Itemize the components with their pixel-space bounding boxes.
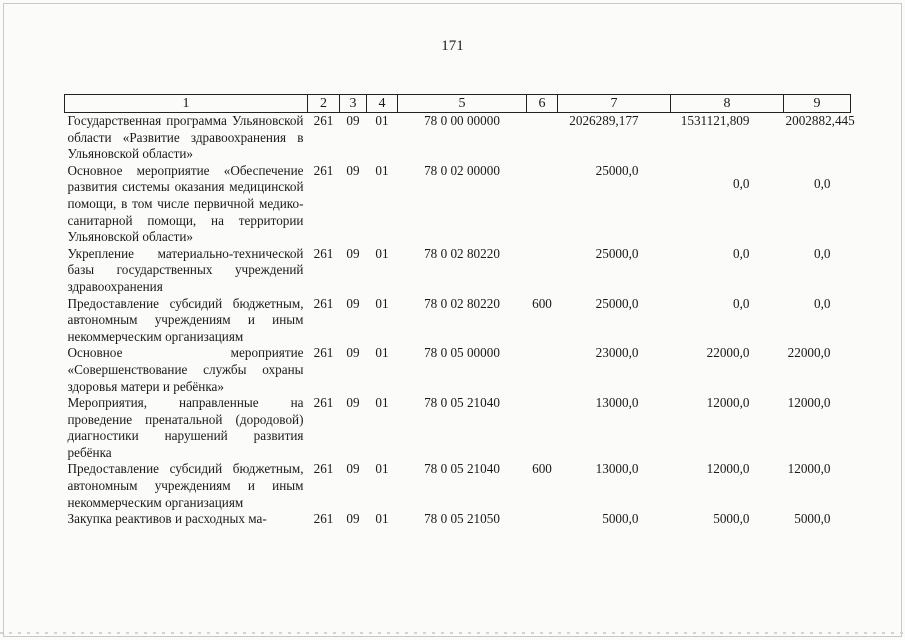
table-row [65, 246, 851, 296]
row-value-year1: 25000,0 [595, 162, 639, 178]
row-rz: 09 [346, 245, 360, 261]
row-ved: 261 [313, 245, 334, 261]
row-value-year2: 1531121,809 [680, 113, 750, 128]
row-vr [527, 345, 558, 395]
row-value-year1: 25000,0 [595, 245, 639, 261]
row-vr [527, 395, 558, 461]
row-value-year2: 0,0 [733, 295, 750, 311]
row-name: Мероприятия, направленные на проведение пренатальной (дородовой) диагностики нарушений развития ребёнка [67, 395, 304, 460]
row-value-year1: 13000,0 [595, 395, 639, 411]
row-value-year2: 12000,0 [706, 395, 750, 411]
row-value-year1: 13000,0 [595, 461, 639, 477]
row-name: Предоставление субсидий бюджетным, автономным учреждениям и иным некоммерческим организациям [67, 461, 304, 510]
row-rz: 09 [346, 162, 360, 178]
row-vr [527, 246, 558, 296]
column-header: 5 [398, 95, 527, 113]
row-value-year1: 23000,0 [595, 345, 639, 361]
column-header: 7 [558, 95, 671, 113]
row-pr: 01 [375, 295, 389, 311]
row-value-year2: 5000,0 [713, 511, 750, 527]
row-value-year3: 22000,0 [787, 345, 831, 361]
table-row [65, 113, 851, 163]
column-header: 9 [784, 95, 851, 113]
row-value-year1: 25000,0 [595, 295, 639, 311]
table-row [65, 296, 851, 346]
row-value-year3: 0,0 [814, 295, 831, 311]
row-ved: 261 [313, 461, 334, 477]
row-rz: 09 [346, 461, 360, 477]
row-ved: 261 [313, 395, 334, 411]
row-pr: 01 [375, 461, 389, 477]
row-csr: 78 0 02 80220 [424, 245, 500, 261]
row-ved: 261 [313, 113, 334, 128]
row-value-year3: 0,0 [814, 245, 831, 261]
row-value-year2: 0,0 [733, 175, 750, 191]
row-ved: 261 [313, 511, 334, 527]
row-value-year2: 22000,0 [706, 345, 750, 361]
row-csr: 78 0 02 00000 [424, 162, 500, 178]
row-pr: 01 [375, 162, 389, 178]
row-name: Основное мероприятие «Совершенствование службы охраны здоровья матери и ребёнка» [67, 345, 304, 394]
row-csr: 78 0 05 21050 [424, 511, 500, 527]
row-name: Закупка реактивов и расходных ма- [67, 511, 267, 527]
row-rz: 09 [346, 511, 360, 527]
table-header-row [65, 95, 851, 113]
row-name: Основное мероприятие «Обеспечение развития системы оказания медицинской помощи, в том числе первичной медико-санитарной помощи, на территории Ульяновской области» [67, 162, 304, 245]
row-pr: 01 [375, 113, 389, 128]
column-header: 2 [308, 95, 340, 113]
row-csr: 78 0 00 00000 [424, 113, 500, 128]
column-header: 4 [367, 95, 398, 113]
row-pr: 01 [375, 395, 389, 411]
row-pr: 01 [375, 345, 389, 361]
column-header: 1 [65, 95, 308, 113]
row-value-year3: 12000,0 [787, 461, 831, 477]
row-vr: 600 [532, 461, 552, 477]
row-vr [527, 113, 558, 163]
row-value-year2: 0,0 [733, 245, 750, 261]
row-rz: 09 [346, 113, 360, 128]
budget-table [64, 94, 855, 528]
column-header: 8 [671, 95, 784, 113]
row-vr: 600 [532, 295, 552, 311]
row-vr [527, 511, 558, 528]
row-value-year2: 12000,0 [706, 461, 750, 477]
row-name: Государственная программа Ульяновской области «Развитие здравоохранения в Ульяновской области» [67, 113, 304, 162]
row-csr: 78 0 05 21040 [424, 395, 500, 411]
row-value-year1: 5000,0 [602, 511, 639, 527]
table-row [65, 511, 851, 528]
row-csr: 78 0 05 00000 [424, 345, 500, 361]
row-pr: 01 [375, 245, 389, 261]
row-value-year3: 12000,0 [787, 395, 831, 411]
row-ved: 261 [313, 345, 334, 361]
row-value-year1: 2026289,177 [569, 113, 639, 128]
table-row [65, 163, 851, 246]
scan-edge-line [0, 632, 905, 634]
row-ved: 261 [313, 295, 334, 311]
column-header: 6 [527, 95, 558, 113]
row-pr: 01 [375, 511, 389, 527]
table-row [65, 395, 851, 461]
row-ved: 261 [313, 162, 334, 178]
page-number: 171 [441, 38, 464, 54]
row-name: Укрепление материально-технической базы государственных учреждений здравоохранения [67, 245, 304, 294]
column-header: 3 [340, 95, 367, 113]
row-value-year3: 5000,0 [794, 511, 831, 527]
row-rz: 09 [346, 345, 360, 361]
row-value-year3: 2002882,445 [785, 113, 855, 128]
row-rz: 09 [346, 395, 360, 411]
row-csr: 78 0 02 80220 [424, 295, 500, 311]
table-row [65, 461, 851, 511]
row-name: Предоставление субсидий бюджетным, автономным учреждениям и иным некоммерческим организациям [67, 295, 304, 344]
row-vr [527, 163, 558, 246]
row-csr: 78 0 05 21040 [424, 461, 500, 477]
table-row [65, 345, 851, 395]
row-value-year3: 0,0 [814, 175, 831, 191]
row-rz: 09 [346, 295, 360, 311]
